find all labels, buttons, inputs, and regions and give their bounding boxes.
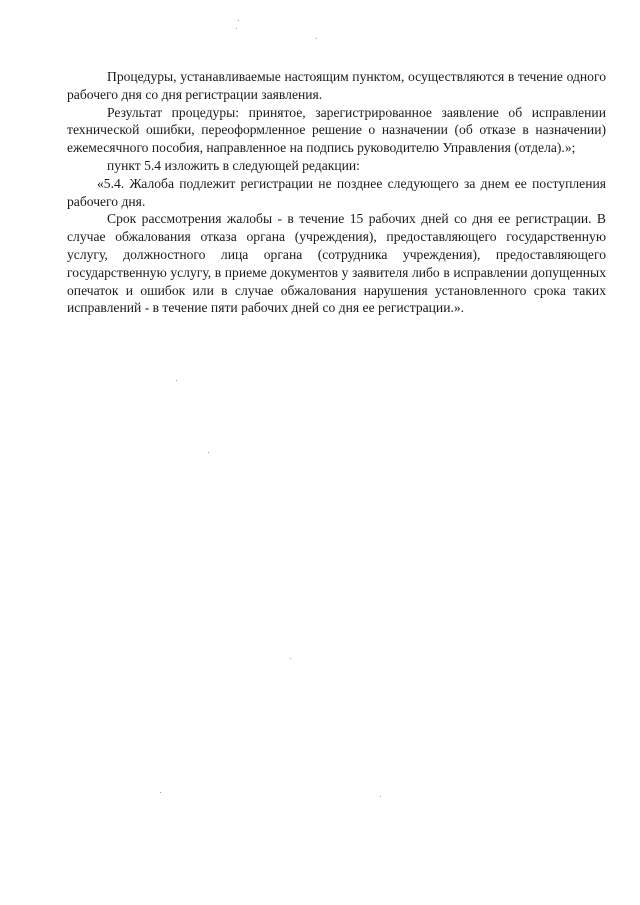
paragraph-procedure-result: Результат процедуры: принятое, зарегистрированное заявление об исправлении технической ошибки, переоформленное решение о назначении (об отказе в назначении) ежемесячного пособия, направленное на подпись руководителю Управления (отдела).»; xyxy=(67,104,606,156)
scan-speck xyxy=(176,380,177,381)
scan-speck xyxy=(160,792,161,793)
paragraph-clause-5-4: «5.4. Жалоба подлежит регистрации не позднее следующего за днем ее поступления рабочего дня. xyxy=(67,175,606,209)
scan-speck xyxy=(238,20,239,21)
document-body xyxy=(67,68,606,317)
paragraph-amendment-intro: пункт 5.4 изложить в следующей редакции: xyxy=(107,157,360,173)
paragraph-complaint-review-term: Срок рассмотрения жалобы - в течение 15 рабочих дней со дня ее регистрации. В случае обжалования отказа органа (учреждения), предоставляющего государственную услугу, должностного лица органа (сотрудника учреждения), предоставляющего государственную услугу, в приеме документов у заявителя либо в исправлении допущенных опечаток и ошибок или в случае обжалования нарушения установленного срока таких исправлений - в течение пяти рабочих дней со дня ее регистрации.». xyxy=(67,211,606,316)
scan-speck xyxy=(236,28,237,29)
scan-speck xyxy=(290,658,291,659)
scan-speck xyxy=(380,796,381,797)
scan-speck xyxy=(208,452,209,453)
paragraph-procedures-timing: Процедуры, устанавливаемые настоящим пунктом, осуществляются в течение одного рабочего дня со дня регистрации заявления. xyxy=(67,69,606,102)
scan-speck xyxy=(316,38,317,39)
